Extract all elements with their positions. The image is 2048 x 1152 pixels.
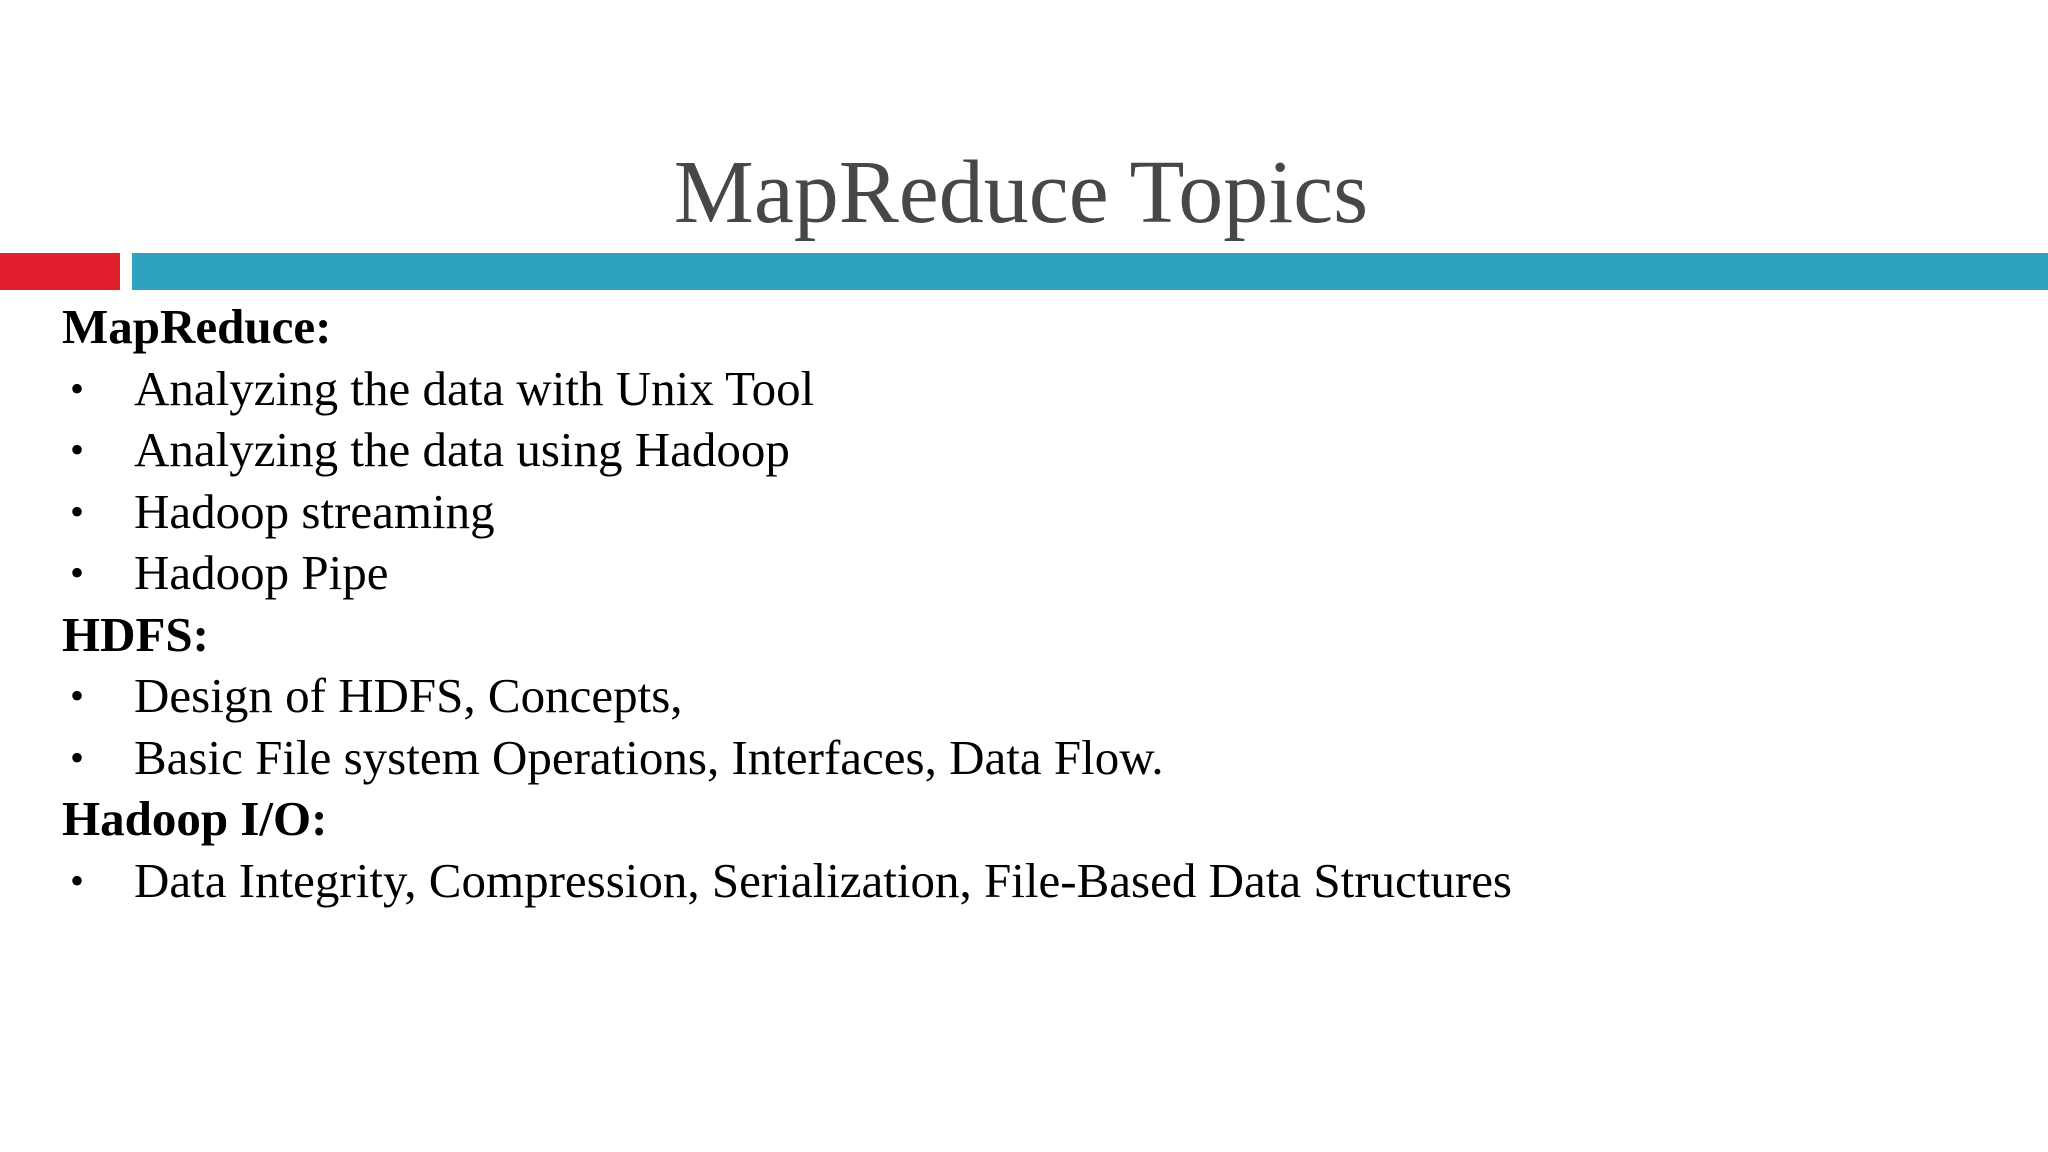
list-item: [62, 665, 2022, 727]
bullet-icon: •: [70, 488, 85, 534]
bullet-icon: •: [70, 550, 85, 595]
accent-bar-red: [0, 253, 120, 290]
list-item-text: Design of HDFS, Concepts,: [134, 668, 683, 723]
bullet-icon: •: [70, 365, 85, 411]
section-heading-hdfs: HDFS:: [62, 606, 209, 662]
accent-bar-blue: [132, 253, 2048, 290]
bullet-icon: •: [70, 673, 85, 718]
list-item-text: Data Integrity, Compression, Serialization, File-Based Data Structures: [134, 852, 1513, 908]
bullet-icon: •: [70, 734, 85, 780]
list-item-text: Hadoop streaming: [134, 483, 495, 539]
list-item: [62, 419, 2022, 481]
list-item: [62, 542, 2022, 604]
list-item-text: Basic File system Operations, Interfaces, Data Flow.: [134, 729, 1164, 785]
slide-title: [0, 138, 2048, 248]
list-item: [62, 481, 2022, 543]
slide-title-text: MapReduce Topics: [673, 143, 1369, 242]
slide-body: [62, 296, 2022, 911]
list-item: [62, 358, 2022, 420]
bullet-icon: •: [70, 427, 85, 472]
section-heading-hadoop-io: Hadoop I/O:: [62, 791, 328, 846]
list-item: [62, 850, 2022, 912]
list-item-text: Hadoop Pipe: [134, 545, 389, 600]
list-item: [62, 727, 2022, 789]
section-heading-mapreduce: MapReduce:: [62, 299, 332, 354]
list-item-text: Analyzing the data with Unix Tool: [134, 360, 815, 416]
bullet-icon: •: [70, 857, 85, 903]
list-item-text: Analyzing the data using Hadoop: [134, 422, 790, 477]
